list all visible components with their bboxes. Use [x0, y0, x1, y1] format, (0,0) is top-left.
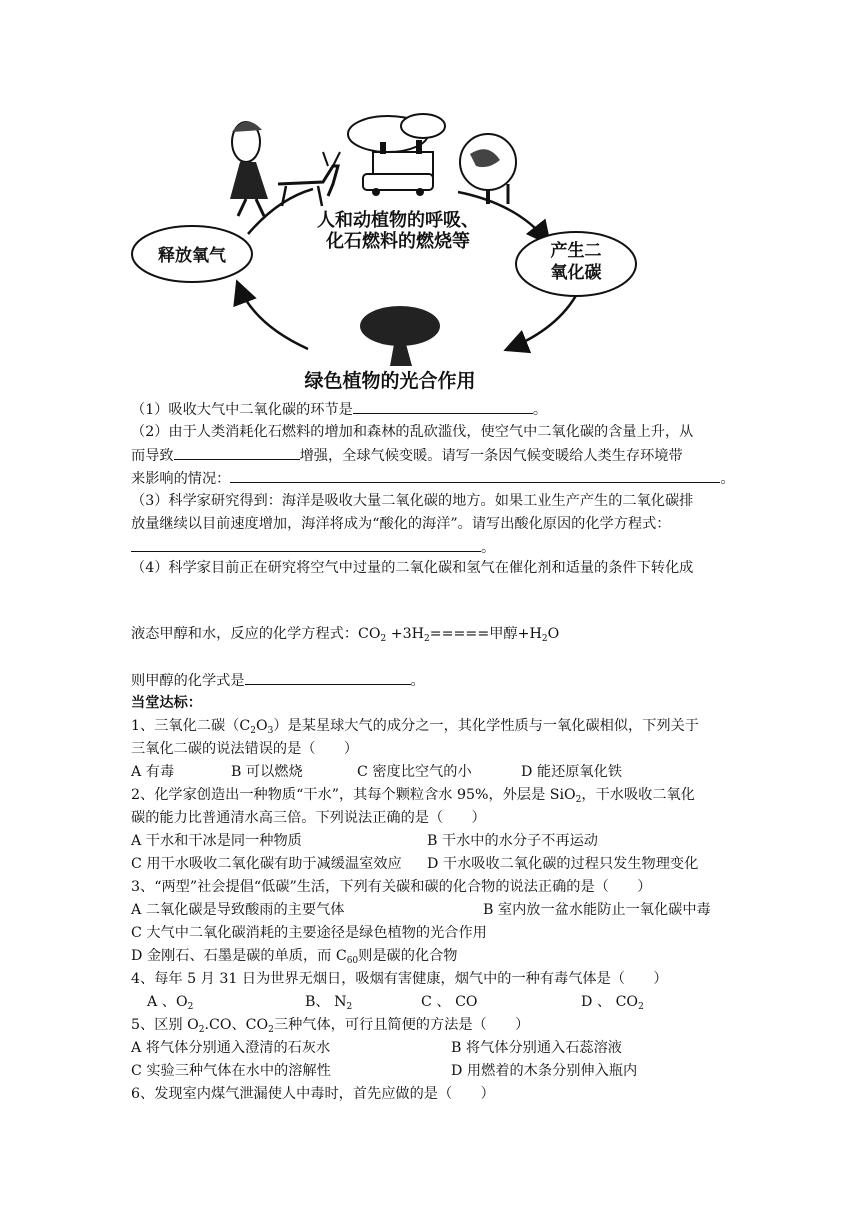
oxygen-node-label: 释放氧气: [158, 246, 226, 266]
mc4-options: [147, 991, 644, 1013]
mc1-option-c[interactable]: C 密度比空气的小: [357, 764, 472, 780]
factory-smoke-icon: [348, 114, 445, 196]
q3-line3: [131, 536, 495, 559]
mc5-option-a[interactable]: A 将气体分别通入澄清的石灰水: [131, 1040, 331, 1056]
mc2-option-a[interactable]: A 干水和干冰是同一种物质: [131, 833, 302, 849]
deer-icon: [278, 152, 340, 206]
q4-eq-sub3: 2: [541, 634, 548, 644]
q4-line1: （4）科学家目前正在研究将空气中过量的二氧化碳和氢气在催化剂和适量的条件下转化成: [131, 560, 694, 576]
q4-eq-part4: O: [547, 626, 560, 642]
mc5-text-b: .CO、CO: [204, 1017, 269, 1033]
mc2-text-a: 2、化学家创造出一种物质“干水”，其每个颗粒含水 95%，外层是 SiO: [131, 787, 576, 803]
q2-line1: （2）由于人类消耗化石燃料的增加和森林的乱砍滥伐，使空气中二氧化碳的含量上升，从: [131, 424, 694, 440]
q4-line2: [131, 623, 559, 645]
q2-line3: [131, 467, 735, 490]
center-label-line2: 化石燃料的燃烧等: [326, 231, 470, 252]
mc3-option-b[interactable]: B 室内放一盆水能防止一氧化碳中毒: [483, 902, 711, 918]
q2-answer-blank1[interactable]: [174, 444, 300, 460]
mc1-sub1: 2: [250, 726, 256, 736]
mc1-option-a[interactable]: A 有毒: [131, 764, 175, 780]
mc2-options-row2: [131, 853, 698, 875]
mc5-options-row2: [131, 1060, 637, 1082]
mc5-text-c: 三种气体，可行且简便的方法是（ ）: [273, 1017, 530, 1033]
q4-eq-part2: +3H: [386, 626, 425, 642]
q2-line3-prefix: 来影响的情况：: [131, 471, 231, 487]
q4-eq-sub2: 2: [424, 634, 430, 644]
mc2-options-row1: [131, 830, 598, 852]
mc1-text-b: O: [255, 718, 268, 734]
mc1-option-b[interactable]: B 可以燃烧: [231, 764, 303, 780]
q1-suffix: 。: [532, 402, 548, 418]
mc1-options: [131, 761, 622, 783]
q3-line3-suffix: 。: [481, 540, 496, 556]
mc3-options-row1: [131, 899, 711, 921]
section-title: 当堂达标：: [131, 695, 202, 711]
mc1-sub2: 3: [267, 726, 274, 736]
mc5-option-c[interactable]: C 实验三种气体在水中的溶解性: [131, 1063, 331, 1079]
mc4-option-b[interactable]: [305, 991, 421, 1013]
carbon-cycle-diagram: [128, 104, 676, 396]
mc5-sub2: 2: [268, 1025, 274, 1035]
q2-line2-prefix: 而导致: [131, 448, 174, 464]
mc5-text-a: 5、区别 O: [131, 1017, 199, 1033]
q4-line3-prefix: 则甲醇的化学式是: [131, 673, 245, 689]
mc3-option-a[interactable]: A 二氧化碳是导致酸雨的主要气体: [131, 902, 345, 918]
co2-node-label-line1: 产生二: [550, 241, 602, 261]
mc2-line1: [131, 784, 695, 806]
mc1-option-d[interactable]: D 能还原氧化铁: [521, 764, 623, 780]
mc2-sub: 2: [575, 795, 582, 805]
mc5-sub1: 2: [198, 1025, 205, 1035]
mc3-line1: 3、“两型”社会提倡“低碳”生活，下列有关碳和碳的化合物的说法正确的是（ ）: [131, 879, 652, 895]
mc3-option-c[interactable]: C 大气中二氧化碳消耗的主要途径是绿色植物的光合作用: [131, 925, 487, 941]
q3-answer-blank[interactable]: [131, 536, 481, 552]
q2-line2: [131, 444, 683, 467]
q4-eq-part3: =====甲醇+H: [429, 626, 542, 642]
mc5-option-d[interactable]: D 用燃着的木条分别伸入瓶内: [451, 1063, 638, 1079]
q4-line3-suffix: 。: [410, 673, 425, 689]
mc4-line1: 4、每年 5 月 31 日为世界无烟日，吸烟有害健康，烟气中的一种有毒气体是（ ）: [131, 971, 668, 987]
mc4-option-d-text: D 、 CO: [581, 994, 639, 1010]
q1-answer-blank[interactable]: [353, 398, 533, 414]
photosynthesis-label: 绿色植物的光合作用: [304, 370, 476, 392]
q1-prefix: （1）吸收大气中二氧化碳的环节是: [131, 402, 353, 418]
mc3-option-d[interactable]: [131, 945, 457, 967]
mc5-options-row1: [131, 1037, 622, 1059]
mc2-option-b[interactable]: B 干水中的水分子不再运动: [427, 833, 598, 849]
mc5-line1: [131, 1014, 529, 1036]
mc2-option-c[interactable]: C 用干水吸收二氧化碳有助于减缓温室效应: [131, 856, 402, 872]
mc2-option-d[interactable]: D 干水吸收二氧化碳的过程只发生物理变化: [427, 856, 699, 872]
mc4-option-d-sub: 2: [638, 1002, 644, 1012]
q2-line2-suffix: 增强，全球气候变暖。请写一条因气候变暖给人类生存环境带: [299, 448, 683, 464]
carbon-cycle-figure: [128, 104, 676, 396]
arrow-to-photosynthesis: [508, 292, 578, 349]
mc4-option-d[interactable]: [581, 991, 644, 1013]
mc1-line1: [131, 715, 699, 737]
mc4-option-a[interactable]: [147, 991, 305, 1013]
mc4-option-a-text: A 、O: [147, 994, 188, 1010]
q2-answer-blank2[interactable]: [230, 467, 720, 483]
q1-line: [131, 398, 547, 421]
mc4-option-a-sub: 2: [187, 1002, 194, 1012]
q4-eq-part1: 液态甲醇和水，反应的化学方程式：CO: [131, 626, 381, 642]
mc3-option-d-sub: 60: [346, 956, 359, 966]
q3-line1: （3）科学家研究得到：海洋是吸收大量二氧化碳的地方。如果工业生产产生的二氧化碳排: [131, 493, 694, 509]
mc3-option-d-text-b: 则是碳的化合物: [358, 948, 458, 964]
mc2-text-b: ，干水吸收二氧化: [581, 787, 695, 803]
mc1-line2: 三氧化二碳的说法错误的是（ ）: [131, 741, 359, 757]
person-icon: [230, 121, 268, 216]
co2-node-label-line2: 氧化碳: [550, 263, 602, 283]
mc4-option-c[interactable]: C 、 CO: [421, 994, 478, 1010]
q4-eq-sub1: 2: [380, 634, 387, 644]
center-label-line1: 人和动植物的呼吸、: [317, 210, 479, 231]
mc2-line2: 碳的能力比普通清水高三倍。下列说法正确的是（ ）: [131, 810, 486, 826]
mc4-option-b-text: B、 N: [305, 994, 347, 1010]
mc1-text-c: ）是某星球大气的成分之一，其化学性质与一氧化碳相似，下列关于: [273, 718, 699, 734]
photosynthesis-tree-icon: [360, 306, 440, 366]
q4-answer-blank[interactable]: [245, 669, 411, 685]
mc6-line1: 6、发现室内煤气泄漏使人中毒时，首先应做的是（ ）: [131, 1086, 495, 1102]
mc4-option-b-sub: 2: [346, 1002, 353, 1012]
q2-line3-suffix: 。: [720, 471, 735, 487]
mc5-option-b[interactable]: B 将气体分别通入石蕊溶液: [451, 1040, 622, 1056]
q3-line2: 放量继续以目前速度增加，海洋将成为“酸化的海洋”。请写出酸化原因的化学方程式：: [131, 516, 671, 532]
q4-line3: [131, 669, 425, 692]
mc1-text-a: 1、三氧化二碳（C: [131, 718, 251, 734]
arrow-from-photosynthesis: [238, 284, 308, 349]
mc3-option-d-text-a: D 金刚石、石墨是碳的单质，而 C: [131, 948, 347, 964]
